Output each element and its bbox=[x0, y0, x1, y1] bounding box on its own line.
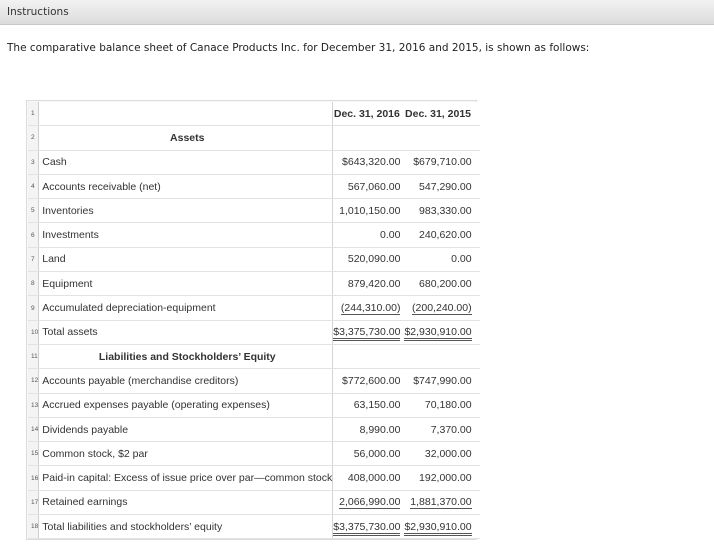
row-number: 18 bbox=[28, 515, 39, 539]
balance-sheet bbox=[26, 100, 477, 540]
value-2016 bbox=[333, 442, 405, 466]
row-number: 4 bbox=[28, 174, 39, 198]
value-2015 bbox=[404, 344, 479, 368]
intro-text: The comparative balance sheet of Canace Products Inc. for December 31, 2016 and 2015, is shown as follows: bbox=[7, 42, 590, 54]
row-number: 1 bbox=[28, 102, 39, 126]
table-row bbox=[28, 442, 480, 466]
row-number: 7 bbox=[28, 247, 39, 271]
value-2016 bbox=[333, 223, 405, 247]
table-row bbox=[28, 320, 480, 344]
row-number: 12 bbox=[28, 369, 39, 393]
value-2016 bbox=[333, 344, 405, 368]
row-number: 17 bbox=[28, 490, 39, 514]
row-label: Land bbox=[39, 247, 333, 271]
value-text: 63,150.00 bbox=[353, 399, 401, 412]
value-2016 bbox=[333, 417, 405, 441]
table-row bbox=[28, 223, 480, 247]
value-2015 bbox=[404, 150, 479, 174]
value-2016 bbox=[333, 272, 405, 296]
value-2016 bbox=[333, 515, 405, 539]
value-text: $3,375,730.00 bbox=[333, 521, 400, 536]
value-2015 bbox=[404, 126, 479, 150]
value-text: 7,370.00 bbox=[430, 423, 472, 436]
table-row bbox=[28, 490, 480, 514]
value-text: 983,330.00 bbox=[419, 204, 472, 217]
value-2015 bbox=[404, 296, 479, 320]
value-2015 bbox=[404, 369, 479, 393]
balance-sheet-table bbox=[28, 102, 480, 539]
value-text: 879,420.00 bbox=[347, 277, 401, 290]
value-text: $2,930,910.00 bbox=[404, 326, 471, 341]
value-2016 bbox=[333, 466, 405, 490]
row-label: Accrued expenses payable (operating expenses) bbox=[39, 393, 333, 417]
value-2015 bbox=[404, 199, 479, 223]
row-label: Equipment bbox=[39, 272, 333, 296]
value-2015 bbox=[404, 272, 479, 296]
value-2016 bbox=[333, 126, 405, 150]
table-row bbox=[28, 393, 480, 417]
value-text: 408,000.00 bbox=[347, 472, 401, 485]
table-row bbox=[28, 102, 480, 126]
value-2016 bbox=[333, 393, 405, 417]
value-2016 bbox=[333, 247, 405, 271]
value-text: 70,180.00 bbox=[424, 399, 472, 412]
value-2015 bbox=[404, 466, 479, 490]
value-2016 bbox=[333, 320, 405, 344]
row-label: Inventories bbox=[39, 199, 333, 223]
value-text: 680,200.00 bbox=[419, 277, 472, 290]
table-row bbox=[28, 199, 480, 223]
row-label: Accumulated depreciation-equipment bbox=[39, 296, 333, 320]
table-row bbox=[28, 150, 480, 174]
row-number: 8 bbox=[28, 272, 39, 296]
row-number: 15 bbox=[28, 442, 39, 466]
row-number: 3 bbox=[28, 150, 39, 174]
row-label: Cash bbox=[39, 150, 333, 174]
value-2015 bbox=[404, 247, 479, 271]
col-header-2015: Dec. 31, 2015 bbox=[404, 102, 479, 126]
row-label: Total assets bbox=[39, 320, 333, 344]
row-number: 2 bbox=[28, 126, 39, 150]
value-text: (200,240.00) bbox=[412, 302, 472, 315]
row-label: Common stock, $2 par bbox=[39, 442, 333, 466]
value-2015 bbox=[404, 417, 479, 441]
value-text: 567,060.00 bbox=[347, 180, 401, 193]
value-2015 bbox=[404, 223, 479, 247]
table-row bbox=[28, 247, 480, 271]
value-2016 bbox=[333, 369, 405, 393]
value-text: 192,000.00 bbox=[419, 472, 472, 485]
table-row bbox=[28, 515, 480, 539]
value-2015 bbox=[404, 320, 479, 344]
value-text: 240,620.00 bbox=[419, 229, 472, 242]
instructions-tab[interactable] bbox=[0, 0, 714, 25]
value-text: $643,320.00 bbox=[342, 156, 401, 169]
value-2015 bbox=[404, 393, 479, 417]
table-row bbox=[28, 417, 480, 441]
value-text: 56,000.00 bbox=[353, 447, 401, 460]
value-2016 bbox=[333, 174, 405, 198]
row-number: 5 bbox=[28, 199, 39, 223]
value-text: $3,375,730.00 bbox=[333, 326, 400, 341]
table-row bbox=[28, 272, 480, 296]
value-text: 0.00 bbox=[380, 229, 401, 242]
row-label: Dividends payable bbox=[39, 417, 333, 441]
value-text: 547,290.00 bbox=[419, 180, 472, 193]
value-2015 bbox=[404, 442, 479, 466]
table-row bbox=[28, 174, 480, 198]
table-row bbox=[28, 466, 480, 490]
value-text: 1,010,150.00 bbox=[339, 204, 401, 217]
value-text: 0.00 bbox=[451, 253, 472, 266]
value-2016 bbox=[333, 150, 405, 174]
value-text: 1,881,370.00 bbox=[410, 496, 472, 509]
value-2015 bbox=[404, 515, 479, 539]
table-row bbox=[28, 369, 480, 393]
row-label: Paid-in capital: Excess of issue price over par—common stock bbox=[39, 466, 333, 490]
row-label: Investments bbox=[39, 223, 333, 247]
value-text: $679,710.00 bbox=[413, 156, 472, 169]
table-row bbox=[28, 126, 480, 150]
value-2015 bbox=[404, 174, 479, 198]
value-text: 520,090.00 bbox=[347, 253, 401, 266]
row-number: 10 bbox=[28, 320, 39, 344]
section-heading-liabilities: Liabilities and Stockholders’ Equity bbox=[39, 344, 333, 368]
table-row bbox=[28, 296, 480, 320]
row-label: Total liabilities and stockholders’ equity bbox=[39, 515, 333, 539]
row-number: 9 bbox=[28, 296, 39, 320]
instructions-tab-label: Instructions bbox=[7, 6, 69, 18]
value-text: $772,600.00 bbox=[342, 374, 401, 387]
section-heading-assets: Assets bbox=[39, 126, 333, 150]
value-text: 2,066,990.00 bbox=[339, 496, 401, 509]
value-2015 bbox=[404, 490, 479, 514]
row-number: 13 bbox=[28, 393, 39, 417]
value-text: 8,990.00 bbox=[359, 423, 401, 436]
value-text: $747,990.00 bbox=[413, 374, 472, 387]
row-number: 6 bbox=[28, 223, 39, 247]
value-2016 bbox=[333, 296, 405, 320]
table-row bbox=[28, 344, 480, 368]
value-2016 bbox=[333, 199, 405, 223]
value-2016 bbox=[333, 490, 405, 514]
row-label: Accounts receivable (net) bbox=[39, 174, 333, 198]
row-number: 14 bbox=[28, 417, 39, 441]
row-number: 11 bbox=[28, 344, 39, 368]
value-text: 32,000.00 bbox=[424, 447, 472, 460]
row-label bbox=[39, 102, 333, 126]
value-text: $2,930,910.00 bbox=[404, 521, 471, 536]
row-number: 16 bbox=[28, 466, 39, 490]
col-header-2016: Dec. 31, 2016 bbox=[333, 102, 405, 126]
value-text: (244,310.00) bbox=[340, 302, 401, 315]
row-label: Accounts payable (merchandise creditors) bbox=[39, 369, 333, 393]
row-label: Retained earnings bbox=[39, 490, 333, 514]
